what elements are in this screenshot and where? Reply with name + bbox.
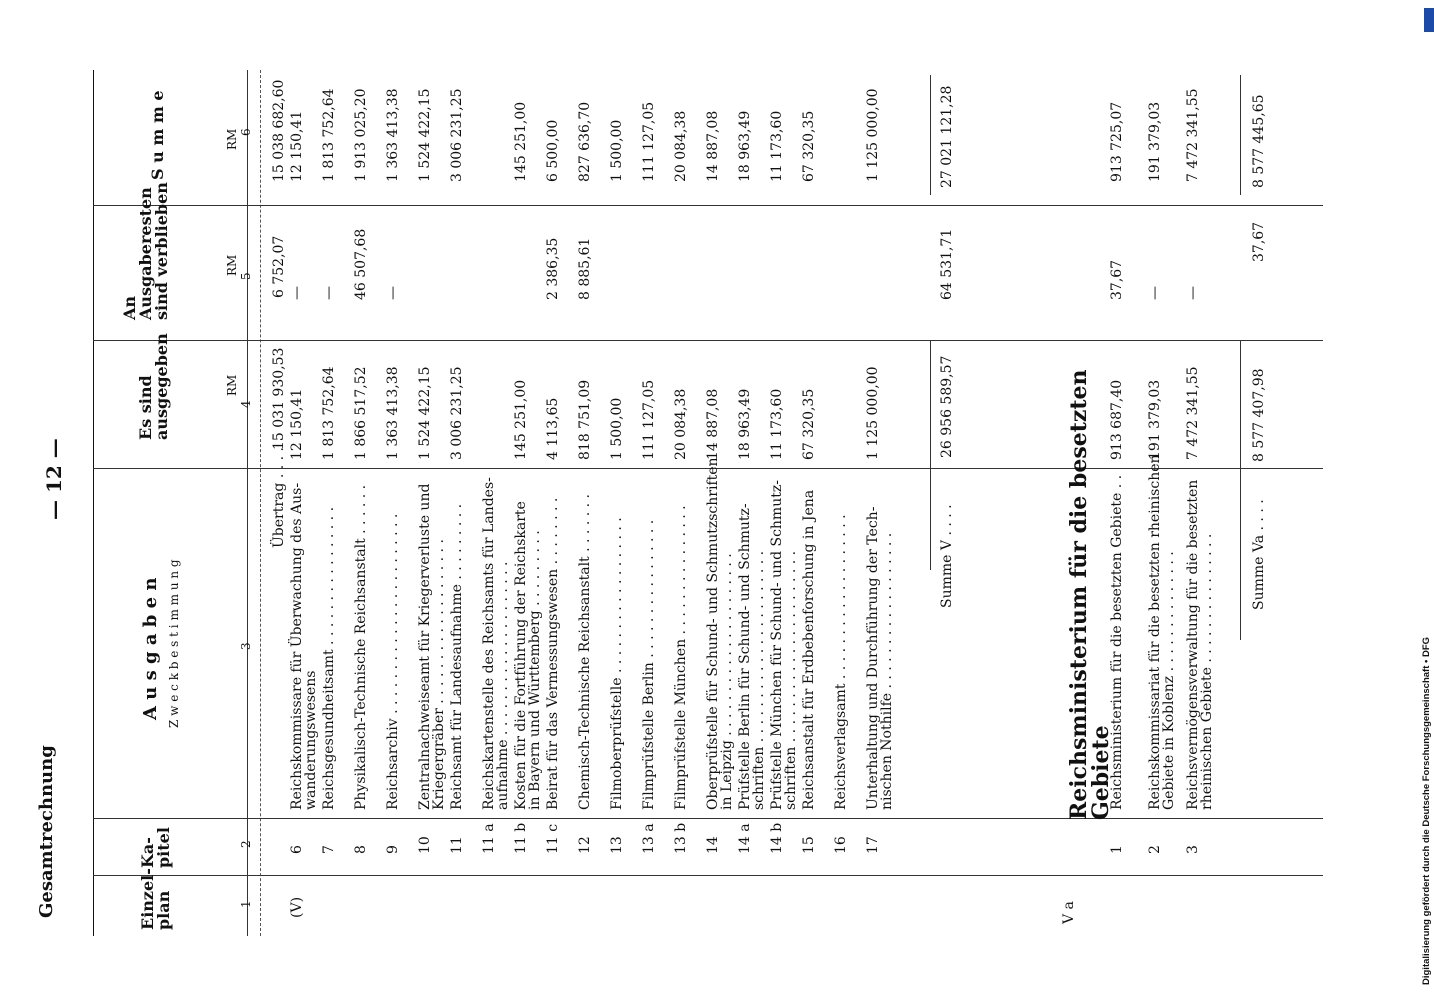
- ausgegeben-cell: 145 251,00: [513, 379, 529, 460]
- ausgegeben-cell: 14 887,08: [705, 388, 721, 460]
- kapitel-cell: 11 a: [481, 823, 497, 854]
- summe-cell: 1 524 422,15: [417, 88, 433, 182]
- carry-reste: 6 752,07: [271, 235, 287, 298]
- reste-cell: —: [289, 286, 305, 300]
- zweck-cell: Reichskommissare für Überwachung des Aus- wanderungswesens: [289, 482, 319, 810]
- summe-cell: 1 500,00: [609, 119, 625, 182]
- ausgegeben-cell: 191 379,03: [1147, 379, 1163, 460]
- summe-cell: 3 006 231,25: [449, 88, 465, 182]
- sum-ausgegeben: 8 577 407,98: [1251, 368, 1267, 462]
- ausgegeben-cell: 3 006 231,25: [449, 366, 465, 460]
- zweck-cell: Filmoberprüfstelle . . . . . . . . . . . . . . . . . .: [609, 517, 625, 810]
- reste-cell: —: [1185, 286, 1201, 300]
- column-number: 3: [239, 642, 253, 650]
- summe-cell: 1 913 025,20: [353, 88, 369, 182]
- zweck-cell: Prüfstelle München für Schund- und Schmutz- schriften . . . . . . . . . . . . . . . . . . . . . .: [769, 480, 799, 810]
- sum-ausgegeben: 26 956 589,57: [939, 355, 955, 458]
- header-ausgegeben: Es sind ausgegeben: [136, 333, 171, 440]
- unit-label: RM: [225, 254, 239, 276]
- summe-cell: 191 379,03: [1147, 101, 1163, 182]
- zweck-cell: Filmprüfstelle Berlin . . . . . . . . . . . . . . . .: [641, 519, 657, 810]
- summe-cell: 7 472 341,55: [1185, 88, 1201, 182]
- page-title: Gesamtrechnung: [36, 745, 57, 918]
- ausgegeben-cell: 20 084,38: [673, 388, 689, 460]
- zweck-cell: Reichsgesundheitsamt . . . . . . . . . . . . . . . .: [321, 506, 337, 810]
- sum-summe: 8 577 445,65: [1251, 94, 1267, 188]
- summe-cell: 67 320,35: [801, 110, 817, 182]
- summe-cell: 14 887,08: [705, 110, 721, 182]
- sum-reste: 37,67: [1251, 221, 1267, 262]
- kapitel-cell: 1: [1109, 845, 1125, 854]
- reste-cell: 37,67: [1109, 259, 1125, 300]
- summe-cell: 18 963,49: [737, 110, 753, 182]
- reste-cell: —: [1147, 286, 1163, 300]
- zweck-cell: Prüfstelle Berlin für Schund- und Schmutz- schriften . . . . . . . . . . . . . . . . . . . . . .: [737, 503, 767, 810]
- summe-cell: 1 363 413,38: [385, 88, 401, 182]
- header-kapitel: Ka- pitel: [138, 827, 173, 868]
- kapitel-cell: 13 a: [641, 823, 657, 854]
- ausgegeben-cell: 11 173,60: [769, 388, 785, 460]
- sum-summe: 27 021 121,28: [939, 85, 955, 188]
- column-number: 6: [239, 128, 253, 136]
- kapitel-cell: 16: [833, 836, 849, 854]
- kapitel-cell: 11 b: [513, 822, 529, 854]
- reste-cell: 2 386,35: [545, 237, 561, 300]
- zweck-cell: Beirat für das Vermessungswesen . . . . . . . .: [545, 497, 561, 810]
- zweck-cell: Reichsvermögensverwaltung für die besetzten rheinischen Gebiete . . . . . . . . . . . . . . .: [1185, 479, 1215, 810]
- kapitel-cell: 10: [417, 836, 433, 854]
- carry-summe: 15 038 682,60: [271, 79, 287, 182]
- ausgegeben-cell: 1 500,00: [609, 397, 625, 460]
- plan-label: V a: [1061, 901, 1077, 924]
- summe-cell: 1 813 752,64: [321, 88, 337, 182]
- column-number: 5: [239, 272, 253, 280]
- section-heading: Reichsministerium für die besetzten Gebiete: [1066, 369, 1114, 820]
- reste-cell: 46 507,68: [353, 228, 369, 300]
- plan-label: (V): [289, 896, 305, 918]
- summe-cell: 827 636,70: [577, 101, 593, 182]
- kapitel-cell: 11: [449, 836, 465, 854]
- kapitel-cell: 11 c: [545, 823, 561, 854]
- ausgegeben-cell: 818 751,09: [577, 379, 593, 460]
- summe-cell: 1 125 000,00: [865, 88, 881, 182]
- kapitel-cell: 3: [1185, 845, 1201, 854]
- ausgegeben-cell: 12 150,41: [289, 388, 305, 460]
- carry-ausgegeben: 15 031 930,53: [271, 347, 287, 450]
- kapitel-cell: 7: [321, 845, 337, 854]
- carry-label: Übertrag . . . .: [271, 447, 287, 548]
- summe-cell: 6 500,00: [545, 119, 561, 182]
- sum-reste: 64 531,71: [939, 228, 955, 300]
- zweck-cell: Reichsministerium für die besetzten Gebiete . .: [1109, 474, 1125, 810]
- summe-cell: 145 251,00: [513, 101, 529, 182]
- ausgegeben-cell: 4 113,65: [545, 397, 561, 460]
- zweck-cell: Reichsamt für Landesaufnahme . . . . . . . . .: [449, 503, 465, 810]
- kapitel-cell: 14 a: [737, 823, 753, 854]
- kapitel-cell: 8: [353, 845, 369, 854]
- column-number: 2: [239, 840, 253, 848]
- summe-cell: 12 150,41: [289, 110, 305, 182]
- zweck-cell: Kosten für die Fortführung der Reichskarte in Bayern und Württemberg . . . . . . . . .: [513, 501, 543, 810]
- header-summe: S u m m e: [148, 90, 167, 180]
- header-zweckbestimmung: Z w e c k b e s t i m m u n g: [167, 559, 181, 728]
- summe-cell: 20 084,38: [673, 110, 689, 182]
- zweck-cell: Oberprüfstelle für Schund- und Schmutzschriften in Leipzig . . . . . . . . . . . . . . . . . . . . .: [705, 457, 735, 810]
- ausgegeben-cell: 1 524 422,15: [417, 366, 433, 460]
- zweck-cell: Zentralnachweiseamt für Kriegerverluste und Kriegergräber . . . . . . . . . . . . . . . . . . .: [417, 483, 447, 810]
- sum-label: Summe Va . . . .: [1251, 499, 1267, 610]
- ausgegeben-cell: 111 127,05: [641, 379, 657, 460]
- ausgegeben-cell: 1 866 517,52: [353, 366, 369, 460]
- zweck-cell: Reichskartenstelle des Reichsamts für Landes- aufnahme . . . . . . . . . . . . . . . . . . . .: [481, 477, 511, 810]
- zweck-cell: Chemisch-Technische Reichsanstalt . . . . . . .: [577, 494, 593, 810]
- kapitel-cell: 15: [801, 836, 817, 854]
- zweck-cell: Reichskommissariat für die besetzten rheinischen Gebiete in Koblenz . . . . . . . . . . . . . .: [1147, 454, 1177, 810]
- zweck-cell: Filmprüfstelle München . . . . . . . . . . . . . . .: [673, 505, 689, 810]
- zweck-cell: Unterhaltung und Durchführung der Tech- nischen Nothilfe . . . . . . . . . . . . . . . . . .: [865, 506, 895, 810]
- ausgegeben-cell: 1 363 413,38: [385, 366, 401, 460]
- ausgegeben-cell: 1 813 752,64: [321, 366, 337, 460]
- kapitel-cell: 13 b: [673, 822, 689, 854]
- header-ausgaben: A u s g a b e n: [140, 577, 161, 720]
- sum-label: Summe V . . . .: [939, 504, 955, 608]
- unit-label: RM: [225, 128, 239, 150]
- column-number: 4: [239, 400, 253, 408]
- kapitel-cell: 13: [609, 836, 625, 854]
- page-number: — 12 —: [42, 438, 66, 520]
- ausgegeben-cell: 913 687,40: [1109, 379, 1125, 460]
- dfg-logo: [1424, 8, 1434, 32]
- summe-cell: 913 725,07: [1109, 101, 1125, 182]
- unit-label: RM: [225, 374, 239, 396]
- kapitel-cell: 17: [865, 836, 881, 854]
- ausgegeben-cell: 7 472 341,55: [1185, 366, 1201, 460]
- reste-cell: 8 885,61: [577, 237, 593, 300]
- kapitel-cell: 9: [385, 845, 401, 854]
- reste-cell: —: [385, 286, 401, 300]
- kapitel-cell: 14 b: [769, 822, 785, 854]
- zweck-cell: Reichsverlagsamt . . . . . . . . . . . . . . . . . . .: [833, 514, 849, 810]
- kapitel-cell: 2: [1147, 845, 1163, 854]
- reste-cell: —: [321, 286, 337, 300]
- zweck-cell: Physikalisch-Technische Reichsanstalt . . . . . .: [353, 484, 369, 810]
- ausgegeben-cell: 1 125 000,00: [865, 366, 881, 460]
- kapitel-cell: 6: [289, 845, 305, 854]
- zweck-cell: Reichsarchiv . . . . . . . . . . . . . . . . . . . . . . .: [385, 513, 401, 810]
- header-ausgabereste: An Ausgaberesten sind verblieben: [120, 182, 171, 320]
- ausgegeben-cell: 67 320,35: [801, 388, 817, 460]
- summe-cell: 11 173,60: [769, 110, 785, 182]
- column-number: 1: [239, 900, 253, 908]
- summe-cell: 111 127,05: [641, 101, 657, 182]
- header-einzelplan: Einzel- plan: [138, 868, 173, 930]
- zweck-cell: Reichsanstalt für Erdbebenforschung in Jena: [801, 489, 817, 810]
- kapitel-cell: 14: [705, 836, 721, 854]
- kapitel-cell: 12: [577, 836, 593, 854]
- ausgegeben-cell: 18 963,49: [737, 388, 753, 460]
- dfg-side-note: Digitalisierung gefördert durch die Deutsche Forschungsgemeinschaft • DFG: [1421, 636, 1432, 985]
